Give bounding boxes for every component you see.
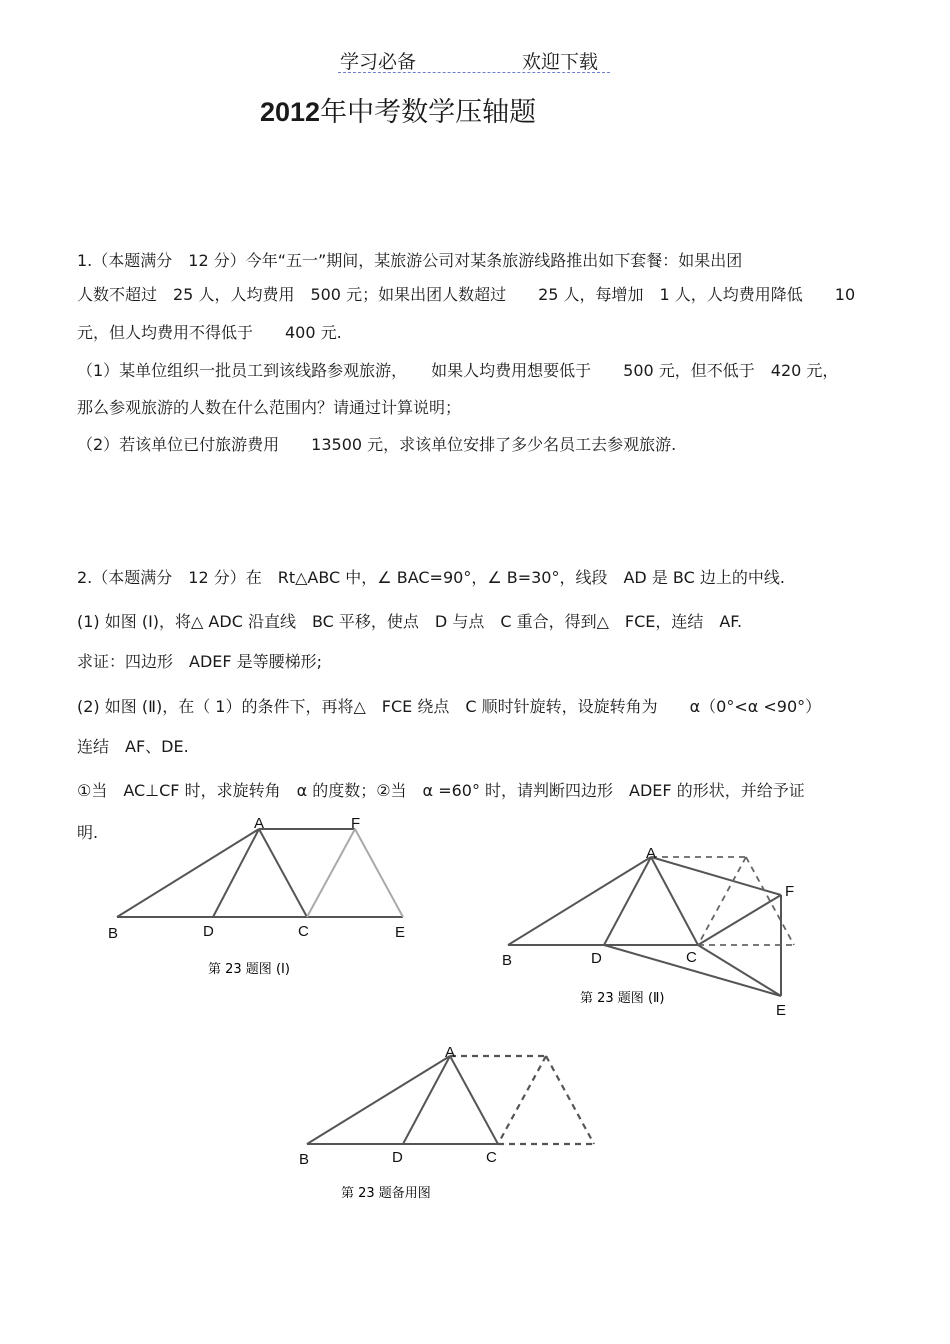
problem2-line4: (2) 如图 (Ⅱ)，在（ 1）的条件下，再将△ FCE 绕点 C 顺时针旋转，设旋转角为 α（0°<α <90°）	[77, 697, 822, 716]
fig1-label-C: C	[298, 923, 309, 940]
fig2-label-A: A	[646, 845, 657, 862]
problem2-line7: 明.	[77, 823, 99, 842]
problem1-line6: （2）若该单位已付旅游费用 13500 元，求该单位安排了多少名员工去参观旅游.	[77, 435, 677, 454]
fig3-dashed-right	[546, 1056, 594, 1144]
fig1-label-D: D	[203, 923, 214, 940]
problem1-line2: 人数不超过 25 人，人均费用 500 元；如果出团人数超过 25 人，每增加 1 人，人均费用降低 10	[77, 285, 856, 304]
fig3-label-B: B	[299, 1151, 310, 1168]
fig3-segment-BA	[307, 1056, 450, 1144]
problem1-line3: 元，但人均费用不得低于 400 元.	[77, 323, 342, 342]
fig1-segment-BA	[117, 829, 259, 917]
fig3-label-A: A	[445, 1044, 456, 1061]
problem2-line2: (1) 如图 (Ⅰ)，将△ ADC 沿直线 BC 平移，使点 D 与点 C 重合，得到△ FCE，连结 AF.	[77, 612, 743, 631]
problem1-line1: 1.（本题满分 12 分）今年“五一”期间，某旅游公司对某条旅游线路推出如下套餐：如果出团	[77, 251, 743, 270]
fig2-segment-AF	[651, 857, 781, 895]
fig3-label-C: C	[486, 1149, 497, 1166]
fig3-caption: 第 23 题备用图	[341, 1186, 431, 1201]
fig3-segment-AD	[403, 1056, 450, 1144]
fig2-label-C: C	[686, 949, 697, 966]
problem2-line1: 2.（本题满分 12 分）在 Rt△ABC 中，∠ BAC=90°，∠ B=30°，线段 AD 是 BC 边上的中线.	[77, 568, 785, 587]
fig2-label-B: B	[502, 952, 513, 969]
fig1-segment-FE	[355, 829, 403, 917]
problem2-line6: ①当 AC⊥CF 时，求旋转角 α 的度数；②当 α =60° 时，请判断四边形 ADEF 的形状，并给予证	[77, 781, 805, 800]
figure-3	[307, 1056, 594, 1144]
problem2-line5: 连结 AF、DE.	[77, 737, 189, 756]
problem2-line3: 求证：四边形 ADEF 是等腰梯形;	[77, 652, 323, 671]
fig2-segment-AD	[604, 857, 651, 945]
figure-1	[117, 829, 403, 917]
fig2-segment-CE	[698, 945, 781, 996]
fig2-label-F: F	[785, 883, 795, 900]
fig2-label-D: D	[591, 950, 602, 967]
fig1-label-B: B	[108, 925, 119, 942]
fig1-label-A: A	[254, 815, 265, 832]
header-right: 欢迎下载	[522, 51, 599, 73]
problem1-line5: 那么参观旅游的人数在什么范围内？请通过计算说明；	[77, 398, 462, 417]
title-year: 2012	[260, 97, 321, 127]
fig2-dashed-F0C	[698, 857, 746, 945]
header-left: 学习必备	[340, 51, 417, 73]
fig2-segment-BA	[508, 857, 651, 945]
fig2-segment-CF	[698, 895, 781, 945]
fig1-segment-FC	[307, 829, 355, 917]
fig2-caption: 第 23 题图 (Ⅱ)	[580, 991, 665, 1006]
fig3-segment-AC	[450, 1056, 498, 1144]
fig2-segment-AC	[651, 857, 698, 945]
fig1-caption: 第 23 题图 (Ⅰ)	[208, 962, 290, 977]
fig1-label-E: E	[395, 924, 406, 941]
fig2-label-E: E	[776, 1002, 787, 1019]
fig1-segment-AC	[259, 829, 307, 917]
problem1-line4: （1）某单位组织一批员工到该线路参观旅游， 如果人均费用想要低于 500 元，但不低于 420 元，	[77, 361, 839, 380]
fig3-dashed-left	[498, 1056, 546, 1144]
figure-2	[508, 857, 794, 996]
fig1-label-F: F	[351, 815, 361, 832]
title-text: 年中考数学压轴题	[320, 97, 537, 128]
fig3-label-D: D	[392, 1149, 403, 1166]
